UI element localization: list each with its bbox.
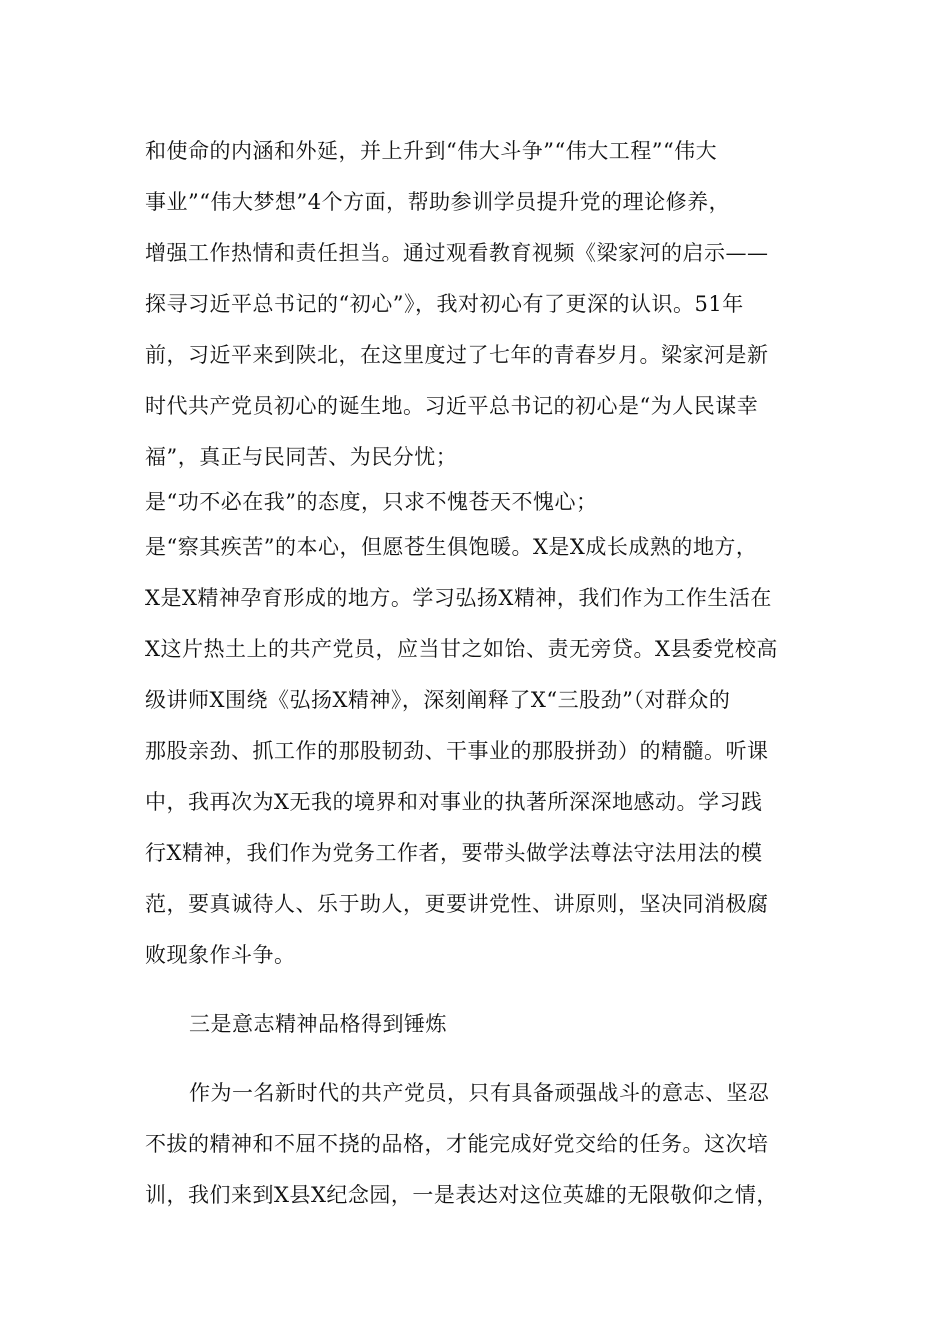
text-line: 事业”“伟大梦想”4个方面，帮助参训学员提升党的理论修养， [145,190,731,214]
text-line: 范，要真诚待人、乐于助人，更要讲党性、讲原则，坚决同消极腐 [145,892,769,916]
text-line: 行X精神，我们作为党务工作者，要带头做学法尊法守法用法的模 [145,841,763,865]
text-line: 那股亲劲、抓工作的那股韧劲、干事业的那股拼劲）的精髓。听课 [145,739,769,763]
paragraph-line: 不拔的精神和不屈不挠的品格，才能完成好党交给的任务。这次培 [145,1132,769,1156]
section-heading: 三是意志精神品格得到锤炼 [189,1012,447,1036]
text-line: 败现象作斗争。 [145,943,296,967]
text-line: 时代共产党员初心的诞生地。习近平总书记的初心是“为人民谋幸 [145,394,759,418]
paragraph-line: 训，我们来到X县X纪念园，一是表达对这位英雄的无限敬仰之情， [145,1183,778,1207]
text-line: 中，我再次为X无我的境界和对事业的执著所深深地感动。学习践 [145,790,763,814]
text-line: 是“察其疾苦”的本心，但愿苍生俱饱暖。X是X成长成熟的地方， [145,535,758,559]
paragraph-line: 作为一名新时代的共产党员，只有具备顽强战斗的意志、坚忍 [189,1081,770,1105]
text-line: X是X精神孕育形成的地方。学习弘扬X精神，我们作为工作生活在 [145,586,772,610]
text-line: 是“功不必在我”的态度，只求不愧苍天不愧心； [145,490,598,514]
text-line: 增强工作热情和责任担当。通过观看教育视频《梁家河的启示—— [145,241,769,265]
text-line: 探寻习近平总书记的“初心”》，我对初心有了更深的认识。51年 [145,292,744,316]
text-line: X这片热土上的共产党员，应当甘之如饴、责无旁贷。X县委党校高 [145,637,778,661]
document-body [145,132,815,1227]
text-line: 福”，真正与民同苦、为民分忧； [145,445,458,469]
text-line: 级讲师X围绕《弘扬X精神》，深刻阐释了X“三股劲”（对群众的 [145,688,731,712]
text-line: 和使命的内涵和外延，并上升到“伟大斗争”“伟大工程”“伟大 [145,139,718,163]
text-line: 前，习近平来到陕北，在这里度过了七年的青春岁月。梁家河是新 [145,343,769,367]
